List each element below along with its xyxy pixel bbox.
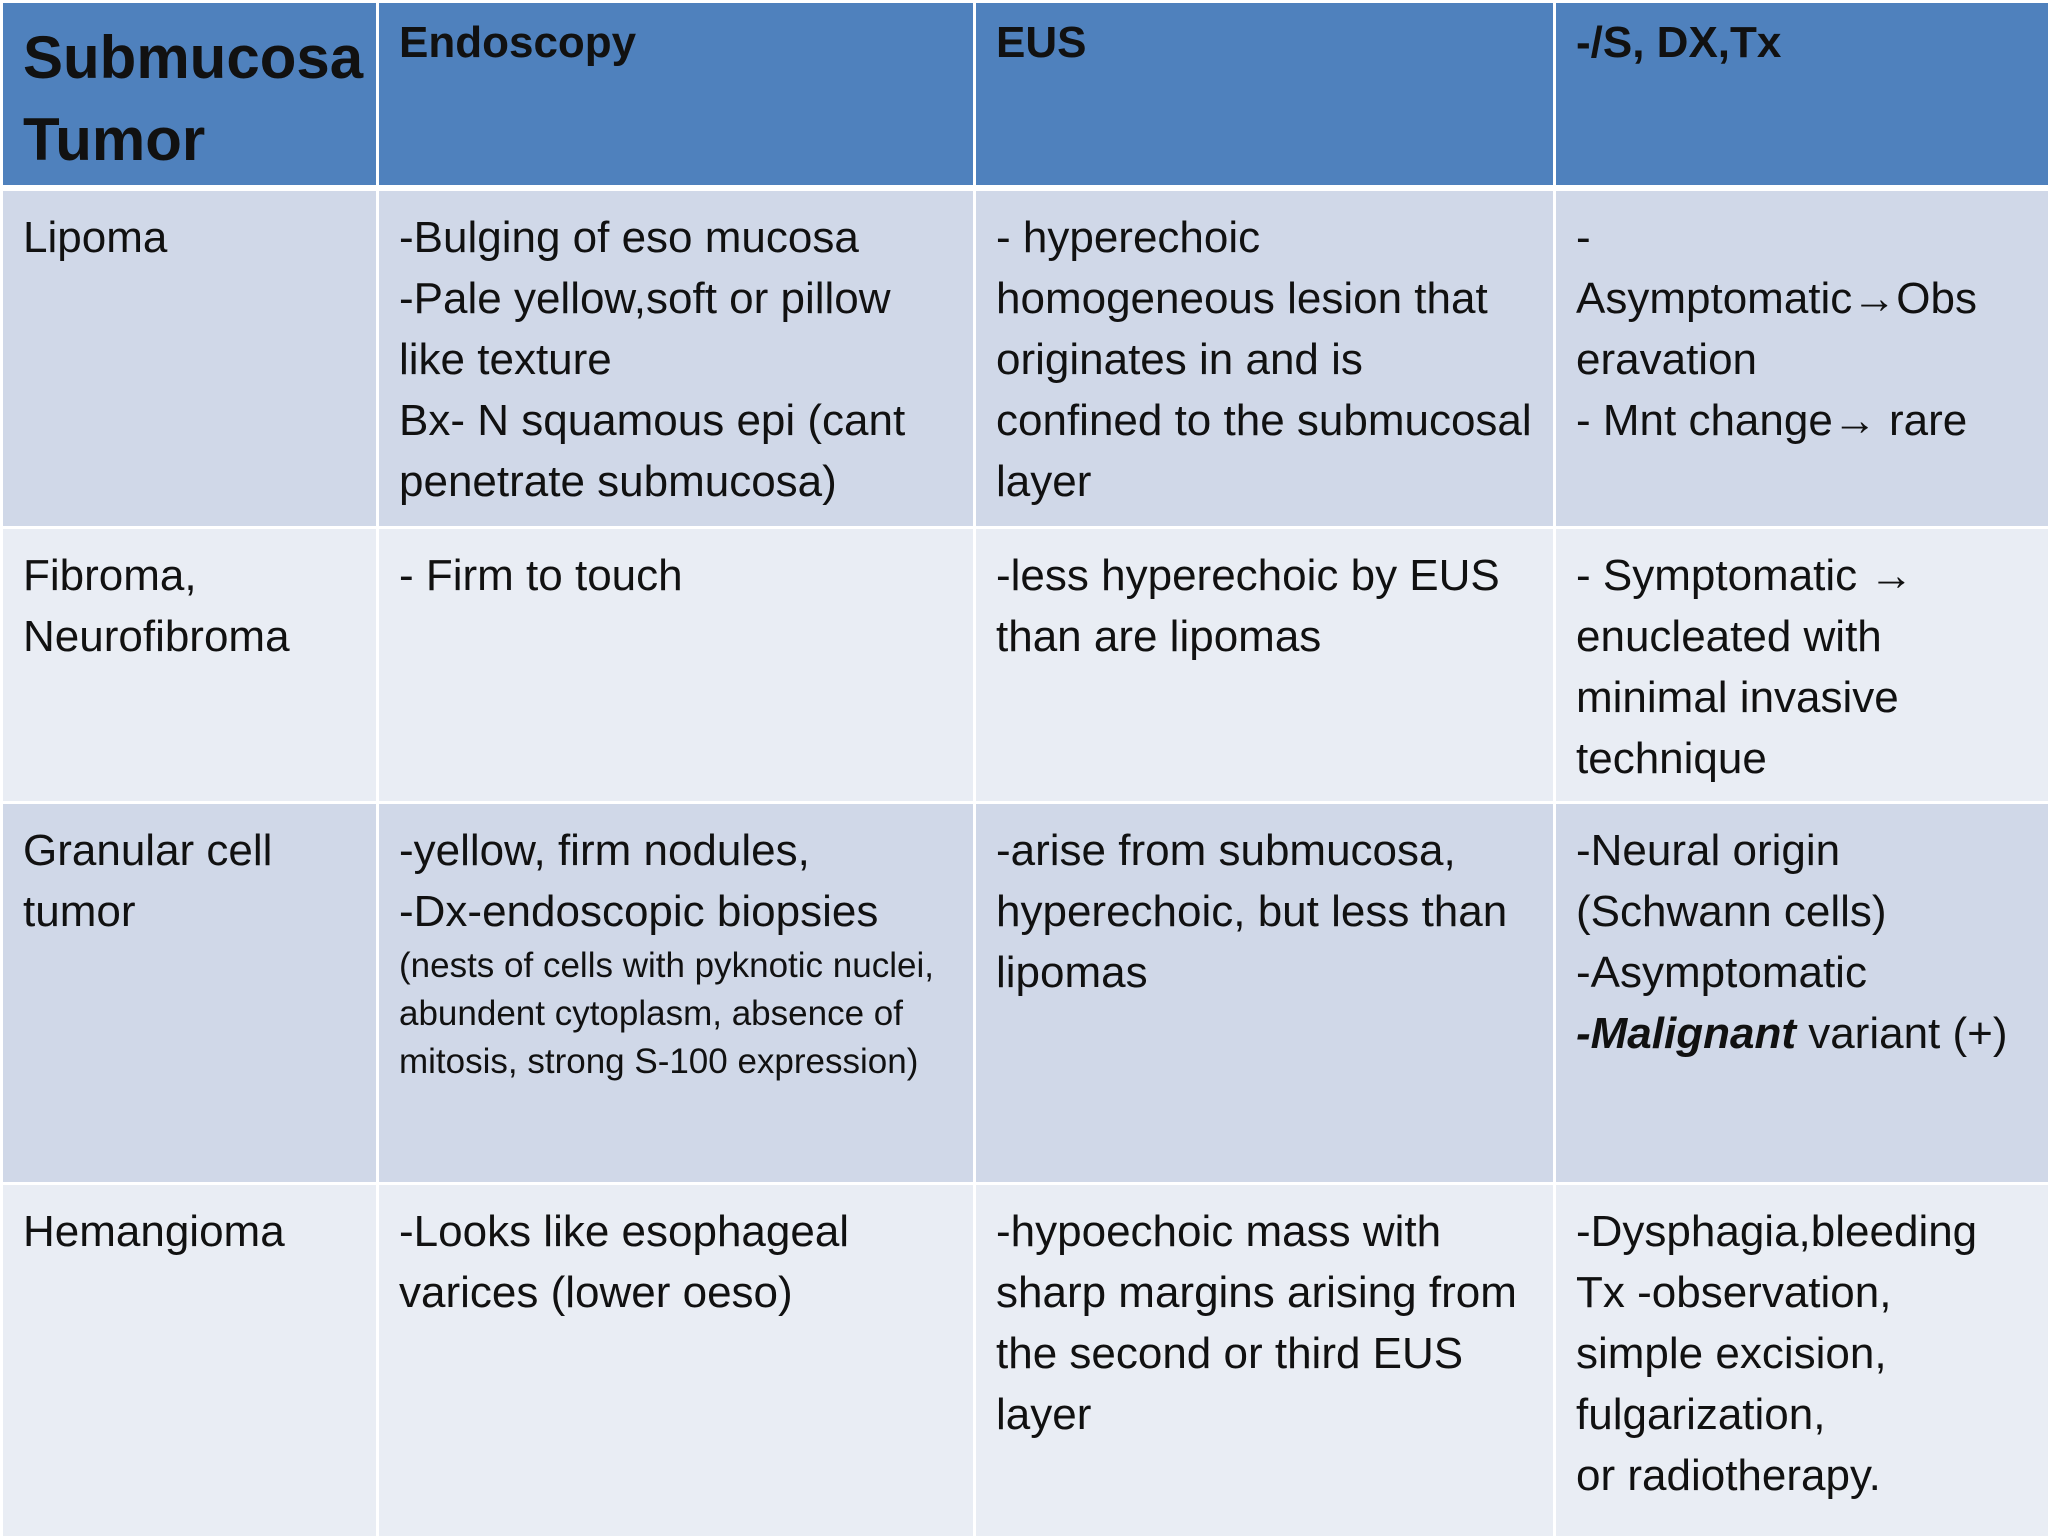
cell-line: -Dx-endoscopic biopsies bbox=[399, 881, 953, 942]
cell-line: -Dysphagia,bleeding bbox=[1576, 1201, 2028, 1262]
cell-line: -less hyperechoic by EUS than are lipomas bbox=[996, 545, 1533, 667]
cell-line: -Asymptomatic bbox=[1576, 942, 2028, 1003]
table-row-fibroma bbox=[2, 528, 2048, 803]
cell-line: Asymptomatic→Obs eravation bbox=[1576, 268, 2028, 390]
malignant-rest: variant (+) bbox=[1796, 1009, 2008, 1058]
cell-line: Tx -observation, simple excision, fulgarization, bbox=[1576, 1262, 2028, 1445]
cell-line: -yellow, firm nodules, bbox=[399, 820, 953, 881]
table-header-row bbox=[2, 2, 2048, 188]
cell-eus bbox=[975, 1184, 1555, 1538]
cell-line: - Symptomatic → enucleated with minimal invasive technique bbox=[1576, 545, 2028, 789]
cell-sdx-tx bbox=[1555, 188, 2048, 528]
cell-line: - Mnt change→ rare bbox=[1576, 390, 2028, 451]
cell-line: - hyperechoic homogeneous lesion that originates in and is confined to the submucosal layer bbox=[996, 207, 1533, 512]
cell-line: - bbox=[1576, 207, 2028, 268]
cell-sdx-tx bbox=[1555, 803, 2048, 1184]
header-submucosa-tumor: Submucosa Tumor bbox=[2, 2, 378, 188]
table-row-lipoma bbox=[2, 188, 2048, 528]
cell-line: -Looks like esophageal varices (lower oeso) bbox=[399, 1201, 953, 1323]
cell-endoscopy bbox=[378, 1184, 975, 1538]
cell-endoscopy bbox=[378, 528, 975, 803]
cell-line: -Bulging of eso mucosa bbox=[399, 207, 953, 268]
cell-line: lipomas bbox=[996, 942, 1533, 1003]
cell-tumor-name: Lipoma bbox=[2, 188, 378, 528]
cell-eus bbox=[975, 803, 1555, 1184]
header-eus: EUS bbox=[975, 2, 1555, 188]
cell-line: or radiotherapy. bbox=[1576, 1445, 2028, 1506]
cell-endoscopy bbox=[378, 803, 975, 1184]
table-row-hemangioma bbox=[2, 1184, 2048, 1538]
cell-line: -hypoechoic mass with sharp margins arising from the second or third EUS layer bbox=[996, 1201, 1533, 1445]
cell-eus bbox=[975, 188, 1555, 528]
cell-line: Bx- N squamous epi (cant penetrate submucosa) bbox=[399, 390, 953, 512]
cell-line: - Firm to touch bbox=[399, 545, 953, 606]
cell-tumor-name: Granular cell tumor bbox=[2, 803, 378, 1184]
header-sdx-tx: -/S, DX,Tx bbox=[1555, 2, 2048, 188]
cell-endoscopy bbox=[378, 188, 975, 528]
cell-line: -arise from submucosa, hyperechoic, but less than bbox=[996, 820, 1533, 942]
header-endoscopy: Endoscopy bbox=[378, 2, 975, 188]
cell-note: (nests of cells with pyknotic nuclei, abundent cytoplasm, absence of mitosis, strong S-100 expression) bbox=[399, 942, 953, 1086]
cell-sdx-tx bbox=[1555, 1184, 2048, 1538]
cell-tumor-name: Fibroma, Neurofibroma bbox=[2, 528, 378, 803]
cell-eus bbox=[975, 528, 1555, 803]
cell-line: -Pale yellow,soft or pillow like texture bbox=[399, 268, 953, 390]
cell-sdx-tx bbox=[1555, 528, 2048, 803]
cell-line: -Neural origin (Schwann cells) bbox=[1576, 820, 2028, 942]
table-row-granular-cell-tumor bbox=[2, 803, 2048, 1184]
cell-tumor-name: Hemangioma bbox=[2, 1184, 378, 1538]
malignant-emphasis: -Malignant bbox=[1576, 1009, 1796, 1058]
cell-line-emphasis bbox=[1576, 1003, 2028, 1064]
